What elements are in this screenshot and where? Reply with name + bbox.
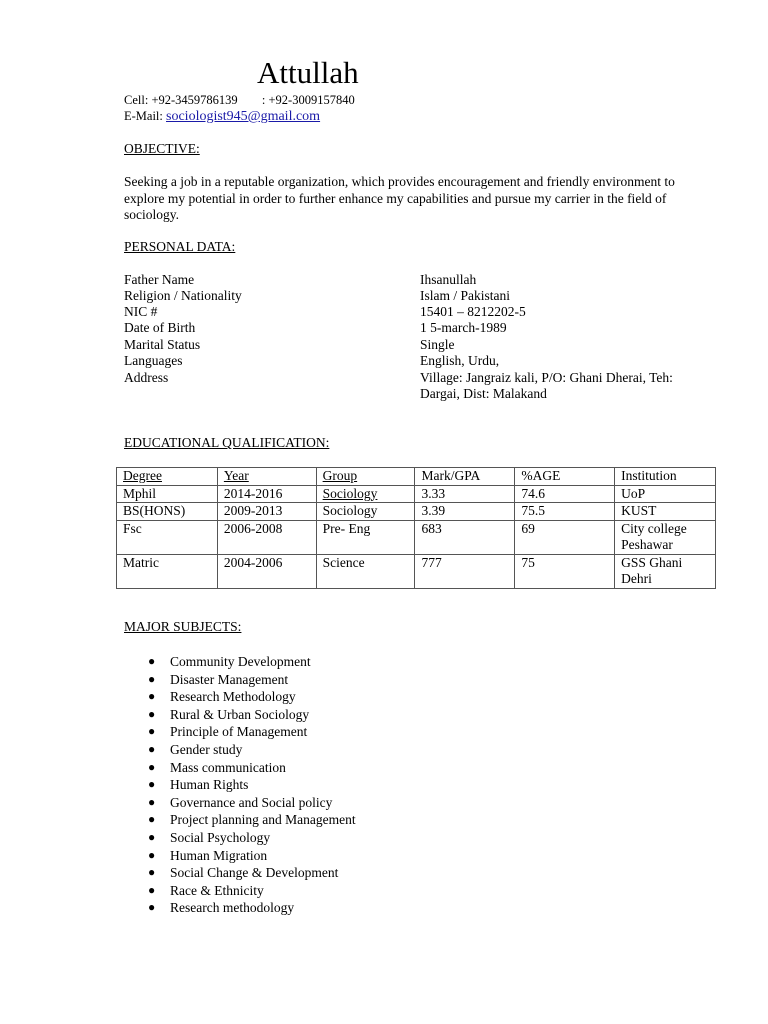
email-link[interactable]: sociologist945@gmail.com	[166, 109, 321, 124]
list-item	[148, 706, 356, 724]
bullet-icon: ●	[148, 759, 156, 774]
table-cell: GSS Ghani Dehri	[615, 554, 716, 588]
personal-label: Date of Birth	[124, 320, 196, 335]
list-item	[148, 759, 356, 777]
bullet-icon: ●	[148, 671, 156, 686]
table-cell: BS(HONS)	[117, 503, 218, 521]
bullet-icon: ●	[148, 882, 156, 897]
list-item	[148, 688, 356, 706]
subject-label: Rural & Urban Sociology	[170, 706, 310, 722]
personal-value: 15401 – 8212202-5	[420, 304, 526, 319]
subject-label: Disaster Management	[170, 671, 289, 687]
personal-value: Ihsanullah	[420, 272, 477, 287]
table-cell: 2006-2008	[217, 520, 316, 554]
subject-label: Principle of Management	[170, 724, 308, 740]
personal-label: Languages	[124, 353, 183, 368]
table-cell: Pre- Eng	[316, 520, 415, 554]
cell-label: Cell:	[124, 93, 149, 107]
list-item	[148, 794, 356, 812]
list-item	[148, 653, 356, 671]
table-cell: 69	[515, 520, 615, 554]
subject-label: Gender study	[170, 741, 243, 757]
list-item	[148, 723, 356, 741]
address-line-2: Dargai, Dist: Malakand	[420, 386, 547, 401]
table-row	[117, 485, 716, 503]
personal-label: Address	[124, 370, 169, 385]
bullet-icon: ●	[148, 689, 156, 704]
subject-label: Community Development	[170, 654, 311, 669]
subject-label: Human Migration	[170, 847, 268, 863]
table-row	[117, 520, 716, 554]
table-cell: 3.39	[415, 503, 515, 521]
subject-label: Social Change & Development	[170, 865, 339, 881]
personal-data-heading: PERSONAL DATA:	[124, 239, 236, 254]
bullet-icon: ●	[148, 812, 156, 827]
subject-label: Project planning and Management	[170, 812, 356, 828]
personal-value: Islam / Pakistani	[420, 288, 510, 303]
subject-label: Human Rights	[170, 777, 249, 793]
table-cell: KUST	[615, 503, 716, 521]
personal-value: Single	[420, 337, 455, 352]
personal-value: English, Urdu,	[420, 353, 500, 368]
table-cell: UoP	[615, 485, 716, 503]
table-cell: 74.6	[515, 485, 615, 503]
personal-label: NIC #	[124, 304, 158, 319]
table-header-cell: Institution	[615, 468, 716, 486]
table-cell: Sociology	[316, 485, 415, 503]
table-header-cell: Mark/GPA	[415, 468, 515, 486]
table-cell: 75.5	[515, 503, 615, 521]
list-item	[148, 847, 356, 865]
bullet-icon: ●	[148, 900, 156, 915]
cell-number-2: : +92-3009157840	[261, 93, 355, 107]
cell-line	[124, 92, 355, 108]
personal-label: Father Name	[124, 272, 195, 287]
education-heading: EDUCATIONAL QUALIFICATION:	[124, 435, 330, 450]
list-item	[148, 864, 356, 882]
table-cell: 2009-2013	[217, 503, 316, 521]
table-cell: 75	[515, 554, 615, 588]
bullet-icon: ●	[148, 741, 156, 756]
table-header-row	[117, 468, 716, 486]
table-cell: 683	[415, 520, 515, 554]
bullet-icon: ●	[148, 777, 156, 792]
table-row	[117, 503, 716, 521]
major-subjects-list	[148, 653, 356, 917]
subject-label: Research Methodology	[170, 689, 296, 705]
table-header-cell: %AGE	[515, 468, 615, 486]
subject-label: Race & Ethnicity	[170, 882, 264, 898]
bullet-icon: ●	[148, 654, 156, 668]
list-item	[148, 829, 356, 847]
table-header-cell: Year	[217, 468, 316, 486]
bullet-icon: ●	[148, 724, 156, 739]
table-cell: Sociology	[316, 503, 415, 521]
major-subjects-heading: MAJOR SUBJECTS:	[124, 619, 242, 634]
bullet-icon: ●	[148, 847, 156, 862]
table-cell: Matric	[117, 554, 218, 588]
bullet-icon: ●	[148, 829, 156, 844]
subject-label: Research methodology	[170, 900, 295, 916]
table-cell: Mphil	[117, 485, 218, 503]
bullet-icon: ●	[148, 794, 156, 809]
list-item	[148, 811, 356, 829]
table-header-cell: Degree	[117, 468, 218, 486]
subject-label: Governance and Social policy	[170, 794, 333, 810]
table-cell: 2014-2016	[217, 485, 316, 503]
table-cell: City college Peshawar	[615, 520, 716, 554]
table-cell: Science	[316, 554, 415, 588]
email-line	[124, 108, 320, 125]
table-cell: 777	[415, 554, 515, 588]
education-table	[116, 467, 716, 589]
table-cell: Fsc	[117, 520, 218, 554]
cell-number-1: +92-3459786139	[151, 93, 238, 107]
table-row	[117, 554, 716, 588]
personal-label: Marital Status	[124, 337, 201, 352]
bullet-icon: ●	[148, 865, 156, 880]
list-item	[148, 882, 356, 900]
list-item	[148, 741, 356, 759]
table-cell: 3.33	[415, 485, 515, 503]
list-item	[148, 776, 356, 794]
objective-heading: OBJECTIVE:	[124, 141, 200, 156]
objective-text: Seeking a job in a reputable organization, which provides encouragement and friendly environment to explore my potential in order to further enhance my capabilities and pursue my carrier in the field of sociology.	[124, 174, 675, 222]
personal-label: Religion / Nationality	[124, 288, 242, 303]
candidate-name: Attullah	[257, 55, 359, 90]
personal-value: 1 5-march-1989	[420, 320, 507, 335]
subject-label: Mass communication	[170, 759, 286, 775]
table-cell: 2004-2006	[217, 554, 316, 588]
email-label: E-Mail:	[124, 109, 163, 123]
bullet-icon: ●	[148, 706, 156, 721]
list-item	[148, 671, 356, 689]
table-header-cell: Group	[316, 468, 415, 486]
subject-label: Social Psychology	[170, 829, 271, 845]
list-item	[148, 899, 356, 917]
personal-value: Village: Jangraiz kali, P/O: Ghani Dherai, Teh:	[420, 370, 673, 385]
